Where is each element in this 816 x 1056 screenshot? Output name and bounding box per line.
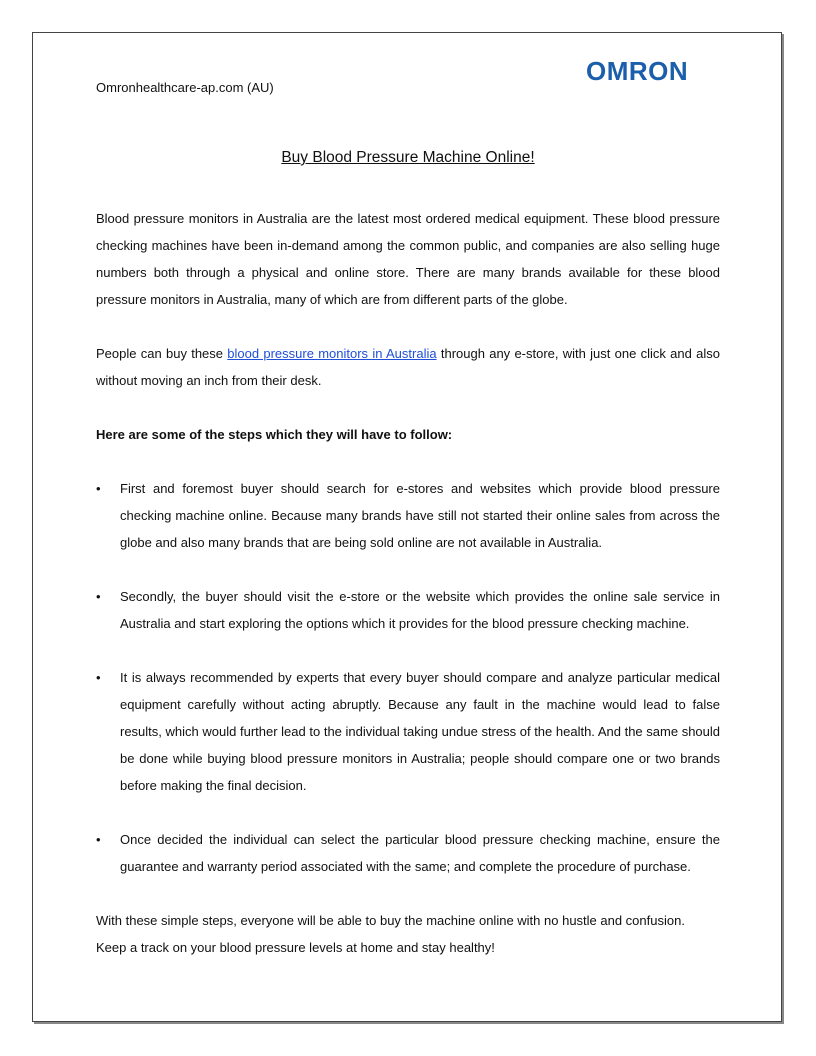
- document-title: Buy Blood Pressure Machine Online!: [281, 149, 535, 166]
- step-text: Once decided the individual can select the particular blood pressure checking machine, ensure the guarantee and warranty period associated with the same; and complete the procedure of purchase.: [120, 832, 720, 874]
- steps-list: [96, 475, 720, 880]
- bullet-icon: •: [96, 670, 101, 685]
- blood-pressure-monitors-link[interactable]: blood pressure monitors in Australia: [227, 346, 437, 361]
- list-item: [96, 664, 720, 799]
- step-text: First and foremost buyer should search for e-stores and websites which provide blood pressure checking machine online. Because many brands have still not started their online sales from across the globe and also many brands that are being sold online are not available in Australia.: [120, 481, 720, 550]
- closing-line-2: Keep a track on your blood pressure levels at home and stay healthy!: [96, 940, 495, 955]
- step-text: It is always recommended by experts that every buyer should compare and analyze particular medical equipment carefully without acting abruptly. Because any fault in the machine would lead to false results, which would further lead to the individual taking undue stress of the health. And the same should be done while buying blood pressure monitors in Australia; people should compare one or two brands before making the final decision.: [120, 670, 720, 793]
- intro-paragraph: Blood pressure monitors in Australia are the latest most ordered medical equipment. These blood pressure checking machines have been in-demand among the common public, and companies are also selling huge numbers both through a physical and online store. There are many brands available for these blood pressure monitors in Australia, many of which are from different parts of the globe.: [96, 211, 720, 307]
- steps-heading: Here are some of the steps which they will have to follow:: [96, 427, 453, 442]
- purchase-text-before: People can buy these: [96, 346, 228, 361]
- purchase-text-after: through any e-store, with just one click and also without moving an inch from their desk.: [96, 346, 720, 388]
- header-site-name: Omronhealthcare-ap.com (AU): [96, 80, 274, 95]
- closing-line-1: With these simple steps, everyone will be able to buy the machine online with no hustle and confusion.: [96, 913, 685, 928]
- list-item: [96, 583, 720, 637]
- list-item: [96, 475, 720, 556]
- purchase-paragraph: [96, 340, 720, 394]
- bullet-icon: •: [96, 589, 101, 604]
- bullet-icon: •: [96, 832, 101, 847]
- document-body: [96, 205, 720, 961]
- bullet-icon: •: [96, 481, 101, 496]
- omron-logo: OMRON: [586, 56, 689, 86]
- list-item: [96, 826, 720, 880]
- step-text: Secondly, the buyer should visit the e-store or the website which provides the online sale service in Australia and start exploring the options which it provides for the blood pressure checking machine.: [120, 589, 720, 631]
